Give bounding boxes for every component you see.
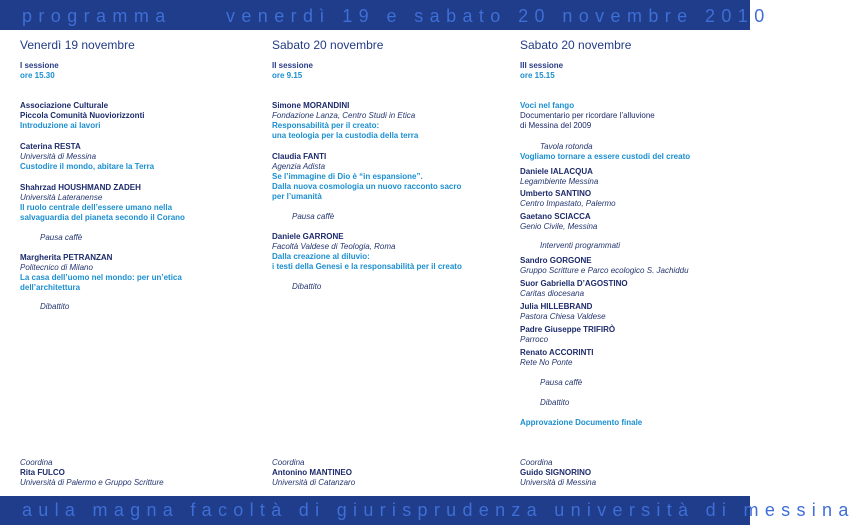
speaker-name: Simone MORANDINI: [272, 101, 350, 110]
header-band: [0, 0, 771, 30]
talk-title: Responsabilità per il creato:: [272, 121, 380, 130]
speaker-affiliation: Pastora Chiesa Valdese: [520, 312, 606, 321]
header-programma: programma: [22, 6, 172, 26]
footer-venue: aula magna facoltà di giurisprudenza università di messina: [22, 500, 855, 520]
speaker-affiliation: Politecnico di Milano: [20, 263, 93, 272]
speaker-affiliation: Genio Civile, Messina: [520, 222, 598, 231]
speaker-name: Margherita PETRANZAN: [20, 253, 113, 262]
film-description: di Messina del 2009: [520, 121, 592, 130]
speaker-name: Renato ACCORINTI: [520, 348, 594, 357]
talk-title: per l’umanità: [272, 192, 322, 201]
dibattito: Dibattito: [292, 282, 322, 291]
talk-title: i testi della Genesi e la responsabilità per il creato: [272, 262, 462, 271]
coordina-label: Coordina: [272, 458, 305, 467]
speaker-name: Shahrzad HOUSHMAND ZADEH: [20, 183, 141, 192]
speaker-affiliation: Agenzia Adista: [272, 162, 326, 171]
session-time: ore 15.15: [520, 71, 555, 80]
dibattito: Dibattito: [540, 398, 570, 407]
speaker-name: Sandro GORGONE: [520, 256, 592, 265]
talk-title: La casa dell’uomo nel mondo: per un’etica: [20, 273, 182, 282]
coordina-name: Guido SIGNORINO: [520, 468, 592, 477]
day-heading: Sabato 20 novembre: [520, 38, 632, 52]
speaker-affiliation: Rete No Ponte: [520, 358, 573, 367]
coordina-name: Rita FULCO: [20, 468, 65, 477]
coordina-name: Antonino MANTINEO: [272, 468, 352, 477]
talk-title: Custodire il mondo, abitare la Terra: [20, 162, 155, 171]
speaker-name: Associazione Culturale: [20, 101, 109, 110]
speaker-affiliation: Centro Impastato, Palermo: [520, 199, 616, 208]
pausa-caffe: Pausa caffè: [292, 212, 335, 221]
tavola-rotonda-label: Tavola rotonda: [540, 142, 593, 151]
talk-title: Introduzione ai lavori: [20, 121, 101, 130]
speaker-affiliation: Gruppo Scritture e Parco ecologico S. Jachiddu: [520, 266, 689, 275]
coordina-label: Coordina: [520, 458, 553, 467]
coordina-label: Coordina: [20, 458, 53, 467]
speaker-name: Umberto SANTINO: [520, 189, 592, 198]
speaker-name: Suor Gabriella D’AGOSTINO: [520, 279, 628, 288]
coordina-affiliation: Università di Catanzaro: [272, 478, 356, 487]
approvazione-documento: Approvazione Documento finale: [520, 418, 643, 427]
speaker-name: Daniele GARRONE: [272, 232, 344, 241]
session-label: II sessione: [272, 61, 313, 70]
day-heading: Sabato 20 novembre: [272, 38, 384, 52]
speaker-affiliation: Caritas diocesana: [520, 289, 585, 298]
speaker-affiliation: Legambiente Messina: [520, 177, 599, 186]
speaker-name: Caterina RESTA: [20, 142, 81, 151]
session-time: ore 15.30: [20, 71, 55, 80]
session-label: I sessione: [20, 61, 59, 70]
pausa-caffe: Pausa caffè: [40, 233, 83, 242]
day-heading: Venerdì 19 novembre: [20, 38, 135, 52]
film-title: Voci nel fango: [520, 101, 575, 110]
talk-title: Se l’immagine di Dio è “in espansione”.: [272, 172, 423, 181]
speaker-affiliation: Facoltà Valdese di Teologia, Roma: [272, 242, 396, 251]
speaker-affiliation: Università Lateranense: [20, 193, 103, 202]
film-description: Documentario per ricordare l’alluvione: [520, 111, 655, 120]
coordina-affiliation: Università di Palermo e Gruppo Scritture: [20, 478, 164, 487]
talk-title: Dalla creazione al diluvio:: [272, 252, 370, 261]
pausa-caffe: Pausa caffè: [540, 378, 583, 387]
footer-band: [0, 496, 855, 525]
interventi-label: Interventi programmati: [540, 241, 621, 250]
talk-title: salvaguardia del pianeta secondo il Corano: [20, 213, 185, 222]
speaker-name: Daniele IALACQUA: [520, 167, 593, 176]
talk-title: dell’architettura: [20, 283, 81, 292]
speaker-name: Julia HILLEBRAND: [520, 302, 593, 311]
speaker-name: Padre Giuseppe TRIFIRÒ: [520, 325, 616, 334]
speaker-affiliation: Fondazione Lanza, Centro Studi in Etica: [272, 111, 416, 120]
speaker-name: Piccola Comunità Nuoviorizzonti: [20, 111, 145, 120]
session-time: ore 9.15: [272, 71, 303, 80]
tavola-rotonda-title: Vogliamo tornare a essere custodi del creato: [520, 152, 691, 161]
speaker-name: Gaetano SCIACCA: [520, 212, 591, 221]
speaker-name: Claudia FANTI: [272, 152, 327, 161]
speaker-affiliation: Università di Messina: [20, 152, 97, 161]
coordina-affiliation: Università di Messina: [520, 478, 597, 487]
dibattito: Dibattito: [40, 302, 70, 311]
talk-title: Il ruolo centrale dell’essere umano nella: [20, 203, 173, 212]
talk-title: una teologia per la custodia della terra: [272, 131, 419, 140]
header-dates: venerdì 19 e sabato 20 novembre 2010: [226, 6, 771, 26]
session-label: III sessione: [520, 61, 564, 70]
speaker-affiliation: Parroco: [520, 335, 549, 344]
talk-title: Dalla nuova cosmologia un nuovo racconto sacro: [272, 182, 462, 191]
